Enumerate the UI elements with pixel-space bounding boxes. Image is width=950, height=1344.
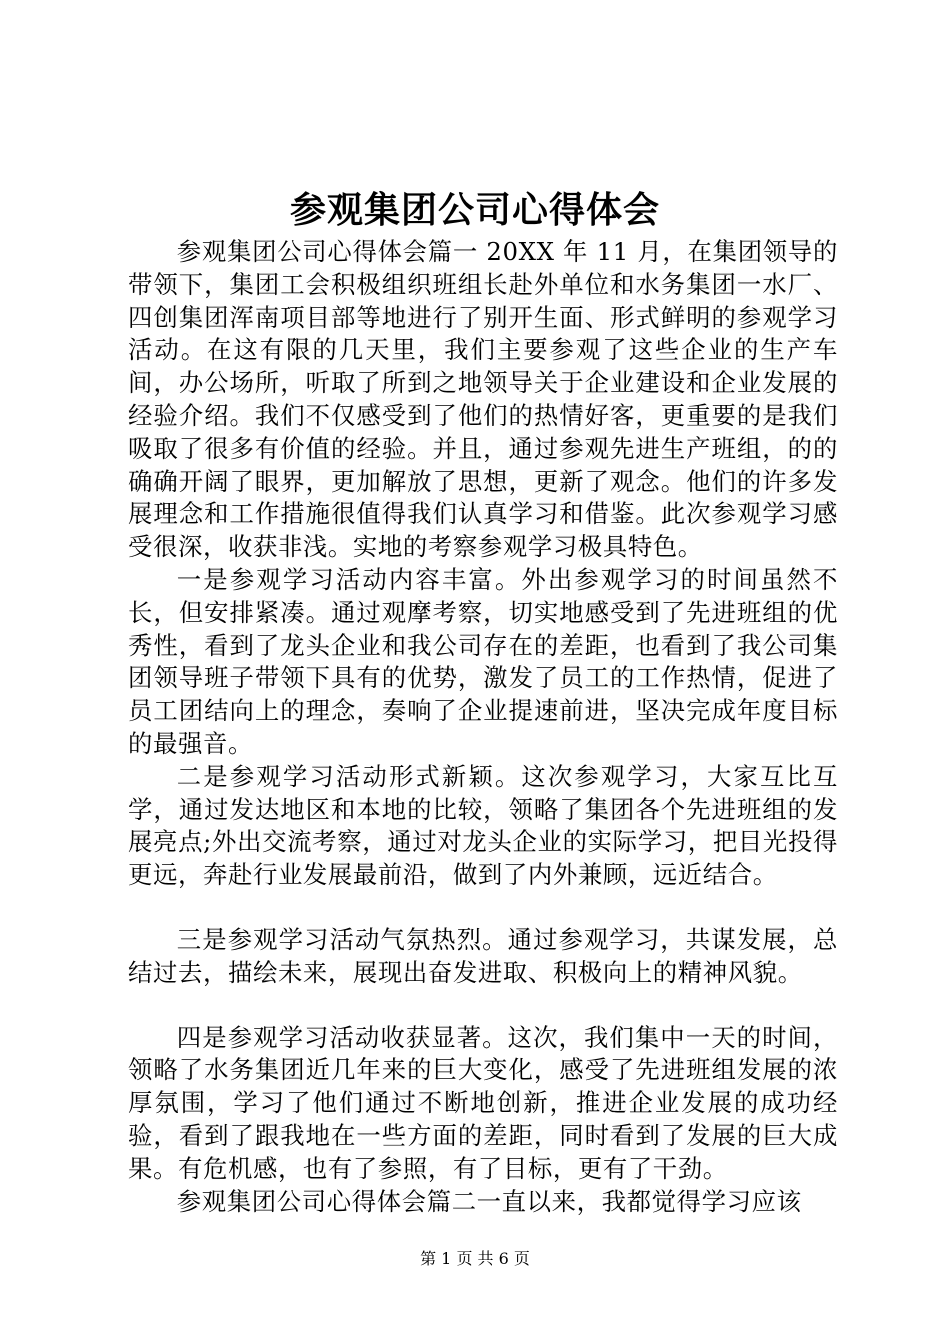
paragraph-4: 三是参观学习活动气氛热烈。通过参观学习，共谋发展，总结过去，描绘未来，展现出奋发进取、积极向上的精神风貌。 <box>128 924 838 987</box>
paragraph-spacer <box>128 892 838 924</box>
document-title: 参观集团公司心得体会 <box>289 190 660 231</box>
paragraph-2: 一是参观学习活动内容丰富。外出参观学习的时间虽然不长，但安排紧凑。通过观摩考察，切实地感受到了先进班组的优秀性，看到了龙头企业和我公司存在的差距，也看到了我公司集团领导班子带领下具有的优势，激发了员工的工作热情，促进了员工团结向上的理念，奏响了企业提速前进，坚决完成年度目标的最强音。 <box>128 564 838 758</box>
paragraph-spacer <box>128 990 838 1022</box>
page-number-footer: 第 1 页 共 6 页 <box>420 1249 530 1268</box>
document-body <box>128 236 838 1218</box>
paragraph-5: 四是参观学习活动收获显著。这次，我们集中一天的时间，领略了水务集团近几年来的巨大变化，感受了先进班组发展的浓厚氛围，学习了他们通过不断地创新，推进企业发展的成功经验，看到了跟我地在一些方面的差距，同时看到了发展的巨大成果。有危机感，也有了参照，有了目标，更有了干劲。 <box>128 1022 838 1183</box>
paragraph-3: 二是参观学习活动形式新颖。这次参观学习，大家互比互学，通过发达地区和本地的比较，领略了集团各个先进班组的发展亮点;外出交流考察，通过对龙头企业的实际学习，把目光投得更远，奔赴行业发展最前沿，做到了内外兼顾，远近结合。 <box>128 761 838 890</box>
paragraph-1: 参观集团公司心得体会篇一 20XX 年 11 月，在集团领导的带领下，集团工会积极组织班组长赴外单位和水务集团一水厂、四创集团浑南项目部等地进行了别开生面、形式鲜明的参观学习活动。在这有限的几天里，我们主要参观了这些企业的生产车间，办公场所，听取了所到之地领导关于企业建设和企业发展的经验介绍。我们不仅感受到了他们的热情好客，更重要的是我们吸取了很多有价值的经验。并且，通过参观先进生产班组，的的确确开阔了眼界，更加解放了思想，更新了观念。他们的许多发展理念和工作措施很值得我们认真学习和借鉴。此次参观学习感受很深，收获非浅。实地的考察参观学习极具特色。 <box>128 237 838 562</box>
paragraph-6: 参观集团公司心得体会篇二一直以来，我都觉得学习应该 <box>176 1186 802 1216</box>
